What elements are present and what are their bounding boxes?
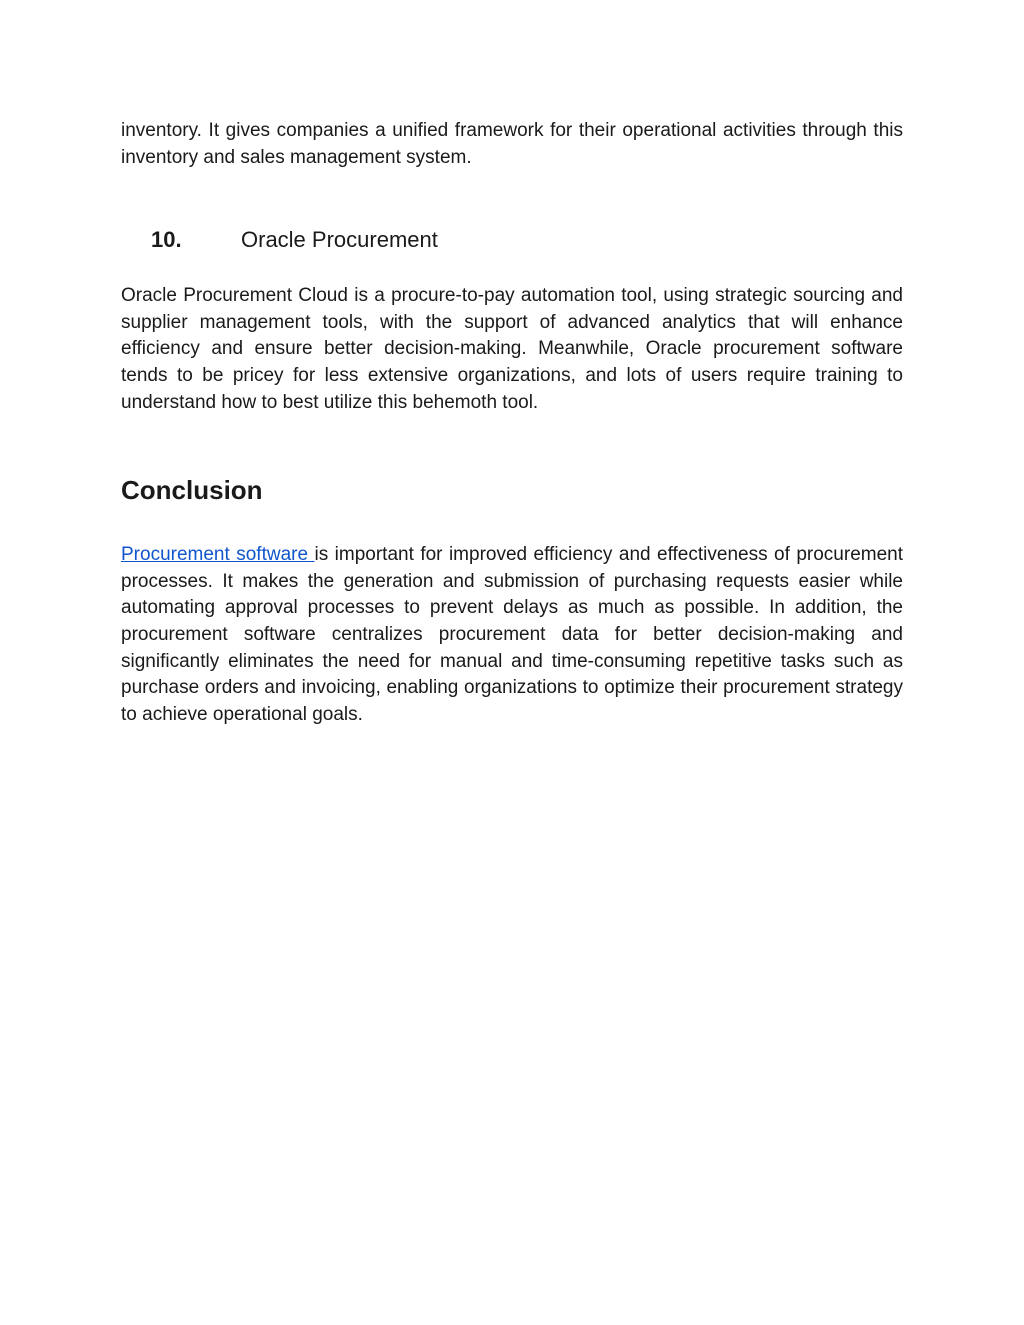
- conclusion-heading: Conclusion: [121, 475, 263, 506]
- section-number: 10.: [151, 227, 182, 253]
- document-page: [121, 118, 903, 728]
- conclusion-paragraph: [121, 542, 903, 728]
- procurement-software-link[interactable]: Procurement software: [121, 544, 315, 566]
- intro-paragraph: inventory. It gives companies a unified framework for their operational activities through this inventory and sales management system.: [121, 120, 903, 168]
- oracle-procurement-paragraph: Oracle Procurement Cloud is a procure-to-pay automation tool, using strategic sourcing and supplier management tools, with the support of advanced analytics that will enhance efficiency and ensure better decision-making. Meanwhile, Oracle procurement software tends to be pricey for less extensive organizations, and lots of users require training to understand how to best utilize this behemoth tool.: [121, 285, 903, 413]
- section-title: Oracle Procurement: [241, 227, 438, 253]
- conclusion-body-text: is important for improved efficiency and effectiveness of procurement processes. It makes the generation and submission of purchasing requests easier while automating approval processes to prevent delays as much as possible. In addition, the procurement software centralizes procurement data for better decision-making and significantly eliminates the need for manual and time-consuming repetitive tasks such as purchase orders and invoicing, enabling organizations to optimize their procurement strategy to achieve operational goals.: [121, 544, 903, 725]
- section-heading: [121, 226, 903, 254]
